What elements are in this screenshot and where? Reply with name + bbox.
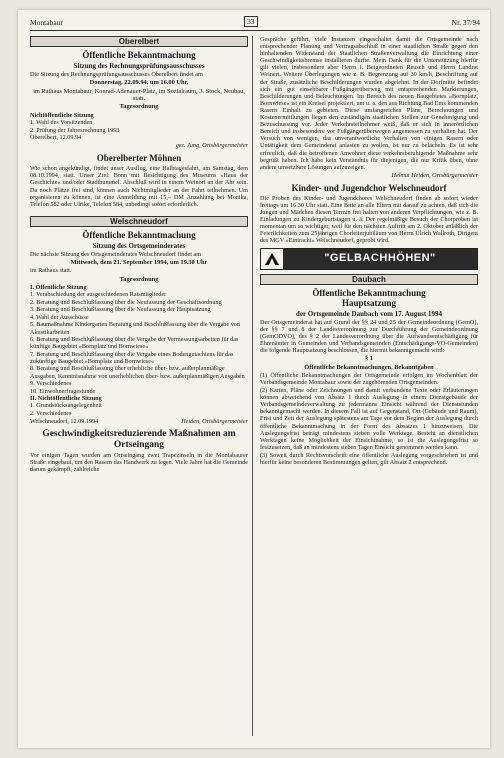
speed-article-continuation: Gespräche geführt, viele Instanzen eingeschaltet damit die Ortsgemeinde nach entsprechender Planung und Vertragsabschluß in einer staatlichen Straße gegen den hinhaltenden Widerstand der Staatlichen Straßenverwaltung die Einrichtung einer Geschwindigkeitsbremse installieren durfte. Mein Dank für die Unterstützung hierfür gilt vielen, insbesondere aber Herrn I. Beigeordneten Reusch und Herrn Landrat Weinert. Weitere Überlegungen wie z. B. Begrenzung auf 30 km/h, Beschriftung auf der Straße, zusätzliche Beschilderungen wurden abgelehnt. In der Dorfmitte befindet sich ein gut einsehbarer Fußgängerüberweg mit entsprechenden Markierungen, Beschilderungen und Beleuchtungen. Im Bereich des neuen Baugebietes »Bornplatz, Bornwiese« ist ein Kreisel projektiert, um u. a. den aus Richtung Bad Ems kommenden Rasern Einhalt zu gebieten. Diese umfangreichen Pläne, Berechnungen und Kostenermittlungen liegen den zuständigen staatlichen Stellen zur Genehmigung und Bezuschussung vor. Jeder Verkehrsteilnehmer weiß, daß er sich in innerörtlichen Bereich und insbesondere vor Fußgängerüberwegen angemessen zu verhalten hat. Der Versuch von wenigen, das unverantwortliche Verhalten von einigen Rasern oder Untätigkeit dem Gemeinderat anlasten zu wollen, ist nur zu belächeln. Es ist sehr erfreulich, daß die betroffenen Anwohner diese verkehrsberuhigende Maßnahme sehr begrüßt haben. Ich habe kein Verständnis für diejenigen, die nur Kritik üben, ohne andere umsetzbare Lösungen aufzuzeigen. xyxy=(260,36,478,171)
oberelbert-agenda-heading: Tagesordnung xyxy=(119,103,159,111)
list-item: 6. Beratung und Beschlußfassung über die Vergabe der Vermessungsarbeiten für das künftige Baugebiet »Bornplatz und Bornwiese« xyxy=(30,336,239,351)
daubach-clause-3: (3) Soweit durch Rechtsvorschrift eine öffentliche Auslegung vorgeschrieben ist und hierfür keine besonderen Bestimmungen gelten, gilt Absatz 2 entsprechend. xyxy=(260,451,478,467)
left-column xyxy=(30,36,248,475)
daubach-paragraph-number: § 1 xyxy=(365,355,373,363)
section-welschneudorf: Welschneudorf xyxy=(30,216,248,227)
moehnen-title: Oberelberter Möhnen xyxy=(96,153,182,164)
welschneudorf-date: Mittwoch, dem 21. September 1994, um 19.30 Uhr xyxy=(70,259,208,267)
gelbachhoehen-title: "GELBACHHÖHEN" xyxy=(324,251,436,264)
speed-article-text: Vor einigen Tagen wurden am Ortseingang zwei Trapezinseln in die Montabaurer Straße eingebaut, um den Rasern das Handwerk zu legen. Viele Jahre hat die Gemeinde darum gekämpft, zahlreiche xyxy=(30,452,248,474)
welschneudorf-place: im Rathaus statt. xyxy=(30,267,72,275)
speed-article-title: Geschwindigkeitsreduzierende Maßnahmen am Ortseingang xyxy=(42,429,236,450)
welschneudorf-public-heading: I. Öffentliche Sitzung xyxy=(30,283,87,291)
daubach-notice-title: Öffentliche Bekanntmachung xyxy=(312,287,426,298)
daubach-notice-title-2: Hauptsatzung xyxy=(341,297,396,308)
list-item: 10. Einwohnerfragestunde xyxy=(30,387,96,395)
kinder-chor-text: Die Proben des Kinder- und Jugendchores Welschneudorf finden ab sofort wieder freitags um 16.30 Uhr statt. Eine Bitte an alle Eltern mit darauf zu achten, daß sich die Jungen und Mädchen diesen Termin frei halten von anderen Verpflichtungen, wie z. B. Einladungen zu Kindergeburtstagen u. ä. Der regelmäßige Besuch der Chorproben ist momentan um so wichtiger, weil für den nächsten Auftritt am 2. Oktober anläßlich der Feierlichkeiten zum 25jährigen Chorleiterjubiläum von Herrn Ulrich Wallroth, Dirigent des MGV »Eintracht« Welschneudorf, geprobt wird. xyxy=(260,194,478,245)
section-daubach: Daubach xyxy=(260,274,478,285)
daubach-clause-1: (1) Öffentliche Bekanntmachungen der Ortsgemeinde erfolgen im Wochenblatt der Verbandsgemeinde Montabaur sowie der zugehörenden Ortsgemeinden. xyxy=(260,371,478,386)
gelbachhoehen-banner xyxy=(260,248,478,270)
oberelbert-notice-title: Öffentliche Bekanntmachung xyxy=(82,50,196,61)
daubach-preamble: Der Ortsgemeinderat hat auf Grund der §§ 24 und 25 der Gemeindeordnung (GemO), der §§ 7 und 8 der Landesverordnung zur Durchführung der Gemeindeordnung (GemODVO), des § 2 der Landesverordnung über die Aufwandsentschädigung für Ehrenämter in Gemeinden und Verbandsgemeinden (Entschädigungs-VO-Gemeinden) die folgende Hauptsatzung beschlossen, die hiermit bekanntgemacht wird: xyxy=(260,318,478,354)
list-item: 2. Prüfung der Jahresrechnung 1993 xyxy=(30,126,120,134)
list-item: 1. Wahl des Vorsitzenden xyxy=(30,118,93,126)
welschneudorf-signature: Heiden, Ortsbürgermeister xyxy=(181,418,248,426)
list-item: 1. Verabschiedung der ausgeschiedenen Ratsmitglieder xyxy=(30,291,167,299)
oberelbert-notice-subtitle: Sitzung des Rechnungsprüfungsausschusses xyxy=(73,62,205,71)
welschneudorf-nonpublic-list xyxy=(30,402,248,417)
list-item: 2. Beratung und Beschlußfassung über die Neufassung der Geschäftsordnung xyxy=(30,298,222,306)
list-item: 2. Verschiedenes xyxy=(30,410,72,418)
oberelbert-intro: Die Sitzung des Rechnungsprüfungsausschusses Oberelbert findet am xyxy=(30,71,203,79)
header-place: Montabaur xyxy=(30,18,63,27)
list-item: 7. Beratung und Beschlußfassung über die Vergabe eines Bodengutachtens für das zukünftige Baugebiet »Bornplatz und Bornwiese« xyxy=(30,350,234,365)
list-item: 1. Grundstücksangelegenheit xyxy=(30,402,102,410)
page-number: 33 xyxy=(244,16,258,27)
welschneudorf-sig-date: Welschneudorf, 12.09.1994 xyxy=(30,418,99,426)
running-header xyxy=(30,16,480,31)
welschneudorf-nonpublic-heading: II. Nichtöffentliche Sitzung xyxy=(30,395,102,403)
list-item: 5. Baumaßnahme Kindergarten Beratung und Beschlußfassung über die Vergabe von Akustikarbeiten xyxy=(30,321,240,336)
list-item: 3. Beratung und Beschlußfassung über die Neufassung der Hauptsatzung xyxy=(30,306,211,314)
issue-number: Nr. 37/94 xyxy=(451,18,480,27)
daubach-clause-2: (2) Karten, Pläne oder Zeichnungen und damit verbundene Texte oder Erläuterungen können abweichend von Absatz 1 durch Auslegung in einem Dienstgebäude der Verbandsgemeindeverwaltung zu jedermanns Einsicht während der Dienststunden bekanntgemacht werden. In diesem Fall ist auf Gegenstand, Ort (Gebäude und Raum), Frist und Zeit der Auslegung spätestens am Tage vor dem Beginn der Auslegung durch öffentliche Bekanntmachung in der Form des Absatzes 1 hinzuweisen. Die Auslegungsfrist beträgt mindestens sieben volle Werktage. Besteht an dienstlichen Werktagen keine Möglichkeit der Einsichtnahme, so ist die Auslegungsfrist so festzusetzen, daß an mindestens sieben Tagen Einsicht genommen werden kann. xyxy=(260,387,478,451)
oberelbert-agenda-list xyxy=(30,119,248,134)
welschneudorf-agenda-heading: Tagesordnung xyxy=(119,275,159,283)
oberelbert-date: Donnerstag, 22.09.94, um 16.00 Uhr, xyxy=(89,79,189,87)
list-item: 9. Verschiedenes xyxy=(30,380,72,388)
right-column xyxy=(260,36,478,467)
oberelbert-signature: gez. Jung, Ortsbürgermeister xyxy=(175,142,248,150)
oberelbert-sig-date: Oberelbert, 12.09.94 xyxy=(30,134,82,142)
daubach-paragraph-title: Öffentliche Bekanntmachungen, Bekanntgaben xyxy=(304,363,434,371)
kinder-chor-title: Kinder- und Jugendchor Welschneudorf xyxy=(291,182,447,193)
list-item: 8. Beratung und Beschlußfassung über erhebliche über- bzw. außerplanmäßige Ausgaben, Kenntnisnahme von unerheblichen über- bzw. außerplanmäßigen Ausgaben xyxy=(30,365,245,380)
welschneudorf-agenda-list xyxy=(30,291,248,395)
gelbachhoehen-logo-icon xyxy=(261,249,283,269)
newspaper-page xyxy=(18,10,490,748)
list-item: 4. Wahl der Ausschüsse xyxy=(30,313,89,321)
column-divider xyxy=(252,36,253,736)
oberelbert-nonpublic-heading: Nichtöffentliche Sitzung xyxy=(30,111,94,119)
welschneudorf-signature-row xyxy=(30,418,248,425)
moehnen-text: Wie schon angekündigt, findet unser Ausflug, eine Halbtagesfahrt, am Samstag, dem 08.10.1994, statt. Unser Ziel: Bonn mit Besichtigung des Museums »Haus der Geschichte« und/oder Stadtbummel. Abschluß wird in einem Weinort an der Ahr sein. Da noch Plätze frei sind, können auch Nichtmitglieder an der Fahrt teilnehmen. Um organisieren zu können, ist eine Anmeldung mit 15,– DM Anzahlung bei Monika, Telefon 582 oder Ulrike, Telefon 584, unbedingt sofort erforderlich. xyxy=(30,165,248,208)
speed-article-signature: Helmut Heiden, Ortsbürgermeister xyxy=(391,171,478,179)
welschneudorf-notice-subtitle: Sitzung des Ortsgemeinderates xyxy=(92,241,186,250)
oberelbert-place: im Rathaus Montabaur, Konrad-Adenauer-Platz, im Sozialraum, 3. Stock, Neubau, statt. xyxy=(33,87,245,102)
daubach-notice-subtitle: der Ortsgemeinde Daubach vom 17. August 1994 xyxy=(296,309,442,318)
welschneudorf-intro: Die nächste Sitzung des Ortsgemeinderates Welschneudorf findet am xyxy=(30,250,202,258)
section-oberelbert: Oberelbert xyxy=(30,36,248,47)
welschneudorf-notice-title: Öffentliche Bekanntmachung xyxy=(82,229,196,240)
